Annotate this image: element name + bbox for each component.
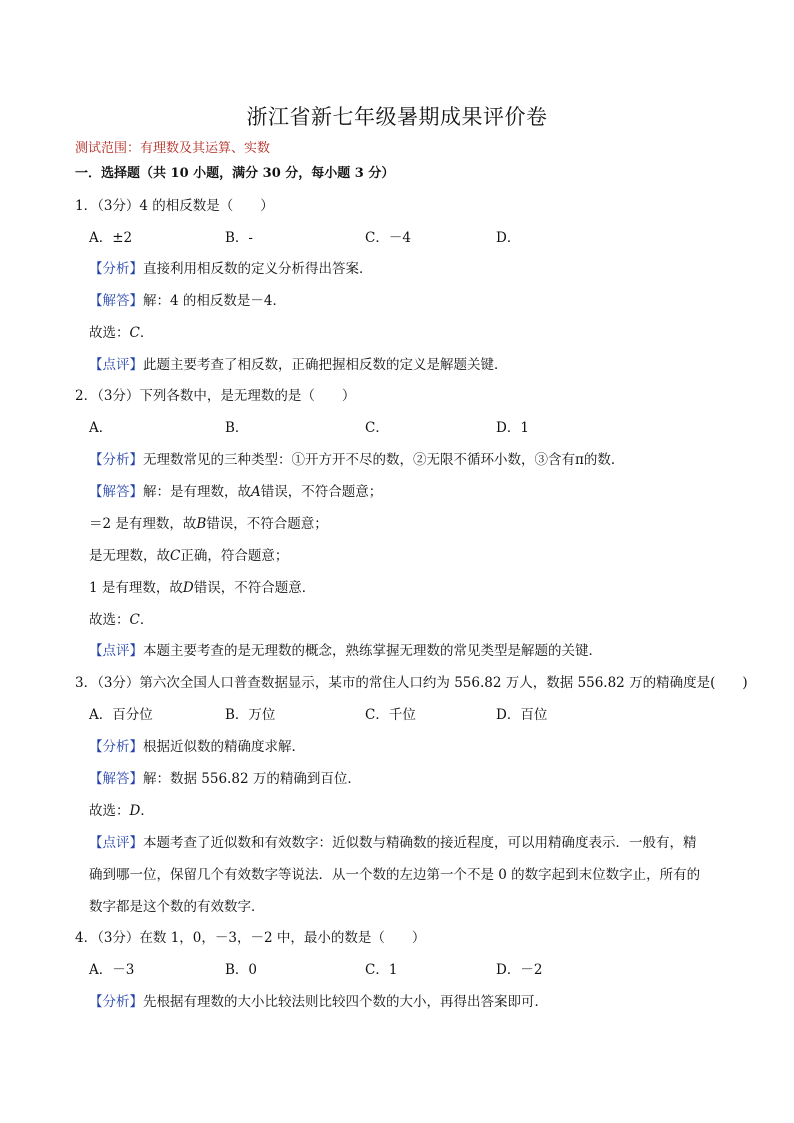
answer-label: 【解答】 <box>89 484 143 500</box>
choice-prefix: 故选： <box>89 325 130 341</box>
q4-options <box>89 961 649 979</box>
q2-options <box>89 419 649 437</box>
q3-comment-text: 本题考查了近似数和有效数字：近似数与精确数的接近程度，可以用精确度表示．一般有，精 <box>143 835 697 851</box>
q2-line-c-text-end: 正确，符合题意； <box>180 548 289 564</box>
option-letter: B <box>196 516 207 532</box>
q4-option-d: D．－2 <box>496 962 543 978</box>
q3-comment <box>89 834 697 852</box>
q1-option-d: D． <box>496 230 521 246</box>
q3-option-a: A．百分位 <box>89 707 153 723</box>
q2-choice <box>89 611 153 629</box>
comment-label: 【点评】 <box>89 835 143 851</box>
q4-option-b: B．0 <box>225 962 258 978</box>
page-title: 浙江省新七年级暑期成果评价卷 <box>246 105 548 129</box>
choice-prefix: 故选： <box>89 612 130 628</box>
q2-line-c <box>89 547 288 565</box>
answer-label: 【解答】 <box>89 771 143 787</box>
option-letter: C <box>170 548 181 564</box>
q2-comment-text: 本题主要考查的是无理数的概念，熟练掌握无理数的常见类型是解题的关键． <box>143 643 602 659</box>
q2-comment <box>89 642 602 660</box>
choice-letter: C <box>129 325 140 341</box>
q2-answer-text-end: 错误，不符合题意； <box>260 484 383 500</box>
q1-answer <box>89 292 286 310</box>
comment-label: 【点评】 <box>89 357 143 373</box>
section-heading: 一．选择题（共 10 小题，满分 30 分，每小题 3 分） <box>75 166 395 181</box>
q2-option-b: B． <box>225 420 249 436</box>
choice-suffix: ． <box>139 612 154 628</box>
option-letter: D <box>182 580 194 596</box>
q2-answer-text: 解：是有理数，故 <box>143 484 251 500</box>
q4-analysis <box>89 993 548 1011</box>
answer-label: 【解答】 <box>89 293 143 309</box>
q2-option-c: C． <box>365 420 389 436</box>
q2-line-b-text: ＝2 是有理数，故 <box>89 516 197 532</box>
q2-option-a: A． <box>89 420 113 436</box>
q3-stem: 3．（3分）第六次全国人口普查数据显示，某市的常住人口约为 556.82 万人，数据 556.82 万的精确度是( ) <box>75 675 748 691</box>
q1-choice <box>89 324 153 342</box>
q3-option-b: B．万位 <box>225 707 276 723</box>
analysis-label: 【分析】 <box>89 452 143 468</box>
q1-stem: 1．（3分）4 的相反数是（ ） <box>75 198 274 214</box>
q1-option-c: C．－4 <box>365 230 411 246</box>
choice-prefix: 故选： <box>89 803 130 819</box>
q2-answer <box>89 483 382 501</box>
q1-comment-text: 此题主要考查了相反数，正确把握相反数的定义是解题关键． <box>143 357 508 373</box>
q3-options <box>89 706 649 724</box>
analysis-label: 【分析】 <box>89 994 143 1010</box>
comment-label: 【点评】 <box>89 643 143 659</box>
choice-suffix: ． <box>140 803 154 819</box>
q2-line-c-text: 是无理数，故 <box>89 548 170 564</box>
q2-stem: 2．（3分）下列各数中，是无理数的是（ ） <box>75 388 356 404</box>
q2-line-b <box>89 515 328 533</box>
q1-analysis-text: 直接利用相反数的定义分析得出答案． <box>143 261 373 277</box>
q4-stem: 4．（3分）在数 1，0，－3，－2 中，最小的数是（ ） <box>75 930 426 946</box>
q3-answer-text: 解：数据 556.82 万的精确到百位． <box>143 771 361 787</box>
q1-analysis <box>89 260 373 278</box>
q4-option-c: C．1 <box>365 962 398 978</box>
q1-answer-text: 解：4 的相反数是－4． <box>143 293 286 309</box>
q3-analysis-text: 根据近似数的精确度求解． <box>143 739 305 755</box>
q1-option-b: B．- <box>225 230 253 246</box>
q3-answer <box>89 770 361 788</box>
test-scope: 测试范围：有理数及其运算、实数 <box>75 141 271 156</box>
q3-comment-line-3: 数字都是这个数的有效数字． <box>89 899 265 915</box>
q2-line-d-text: 1 是有理数，故 <box>89 580 183 596</box>
q2-analysis <box>89 451 624 469</box>
choice-suffix: ． <box>139 325 154 341</box>
q2-line-b-text-end: 错误，不符合题意； <box>206 516 328 532</box>
q3-option-c: C．千位 <box>365 707 416 723</box>
q1-option-a: A．±2 <box>89 230 133 246</box>
analysis-label: 【分析】 <box>89 739 143 755</box>
analysis-label: 【分析】 <box>89 261 143 277</box>
q2-option-d: D．1 <box>496 420 529 436</box>
q3-comment-line-2: 确到哪一位，保留几个有效数字等说法．从一个数的左边第一个不是 0 的数字起到末位数字止，所有的 <box>89 867 701 883</box>
q2-line-d-text-end: 错误，不符合题意． <box>193 580 316 596</box>
q2-line-d <box>89 579 315 597</box>
q1-options <box>89 229 649 247</box>
q4-analysis-text: 先根据有理数的大小比较法则比较四个数的大小，再得出答案即可． <box>143 994 548 1010</box>
q3-option-d: D．百位 <box>496 707 548 723</box>
q1-comment <box>89 356 508 374</box>
option-letter: A <box>251 484 261 500</box>
q4-option-a: A．－3 <box>89 962 135 978</box>
q3-analysis <box>89 738 305 756</box>
q2-analysis-text: 无理数常见的三种类型：①开方开不尽的数，②无限不循环小数，③含有π的数． <box>143 452 625 468</box>
choice-letter: C <box>129 612 140 628</box>
q3-choice <box>89 802 154 820</box>
choice-letter: D <box>129 803 141 819</box>
